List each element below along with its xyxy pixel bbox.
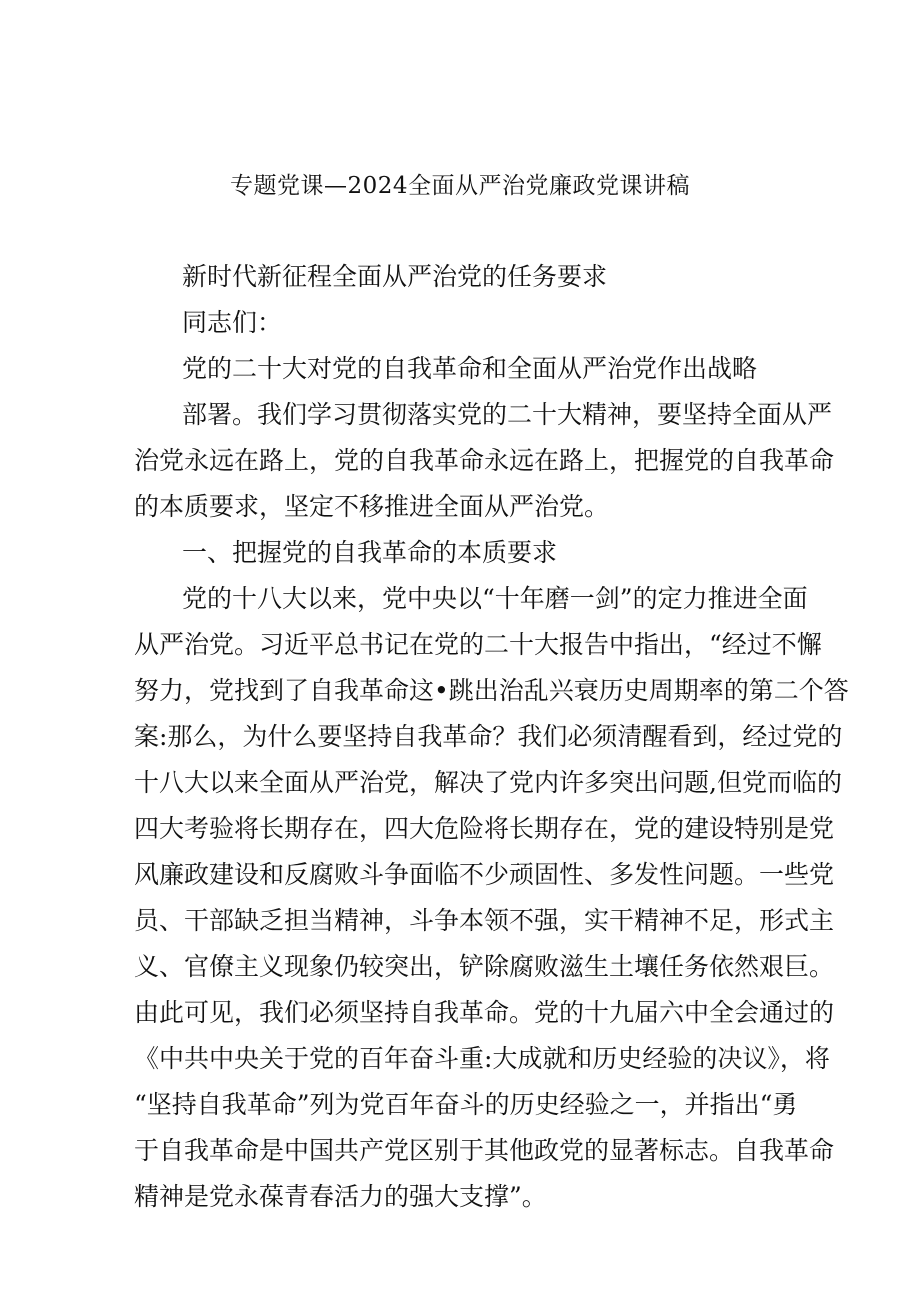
paragraph-line: 从严治党。习近平总书记在党的二十大报告中指出，“经过不懈: [134, 630, 822, 659]
paragraph-line: 治党永远在路上，党的自我革命永远在路上，把握党的自我革命: [134, 446, 835, 475]
paragraph-line: 党的二十大对党的自我革命和全面从严治党作出战略: [182, 354, 758, 383]
paragraph-line: 案:那么，为什么要坚持自我革命？我们必须清醒看到，经过党的: [134, 722, 843, 751]
paragraph-line: 部署。我们学习贯彻落实党的二十大精神，要坚持全面从严: [182, 400, 833, 429]
paragraph-line: 义、官僚主义现象仍较突出，铲除腐败滋生土壤任务依然艰巨。: [134, 952, 835, 981]
paragraph-line: 《中共中央关于党的百年奋斗重:大成就和历史经验的决议》，将: [134, 1044, 830, 1073]
paragraph-line: 党的十八大以来，党中央以“十年磨一剑”的定力推进全面: [182, 584, 808, 613]
paragraph-line: 风廉政建设和反腐败斗争面临不少顽固性、多发性问题。一些党: [134, 860, 835, 889]
paragraph-line: 的本质要求，坚定不移推进全面从严治党。: [134, 492, 610, 521]
paragraph-line: 十八大以来全面从严治党，解决了党内许多突出问题,但党而临的: [134, 768, 842, 797]
section-heading: 一、把握党的自我革命的本质要求: [182, 538, 558, 567]
document-title: 专题党课—2024全面从严治党廉政党课讲稿: [229, 173, 691, 199]
paragraph-line: 于自我革命是中国共产党区别于其他政党的显著标志。自我革命: [134, 1136, 835, 1165]
paragraph-line: 员、干部缺乏担当精神，斗争本领不强，实干精神不足，形式主: [134, 906, 835, 935]
paragraph-line: 精神是党永葆青春活力的强大支撑”。: [134, 1182, 547, 1211]
salutation: 同志们：: [182, 308, 283, 337]
paragraph-line: 努力，党找到了自我革命这•跳出治乱兴衰历史周期率的第二个答: [134, 676, 849, 705]
paragraph-line: 四大考验将长期存在，四大危险将长期存在，党的建设特别是党: [134, 814, 835, 843]
paragraph-line: “坚持自我革命”列为党百年奋斗的历史经验之一，并指出“勇: [134, 1090, 798, 1119]
section-subtitle: 新时代新征程全面从严治党的任务要求: [182, 262, 608, 291]
paragraph-line: 由此可见，我们必须坚持自我革命。党的十九届六中全会通过的: [134, 998, 835, 1027]
